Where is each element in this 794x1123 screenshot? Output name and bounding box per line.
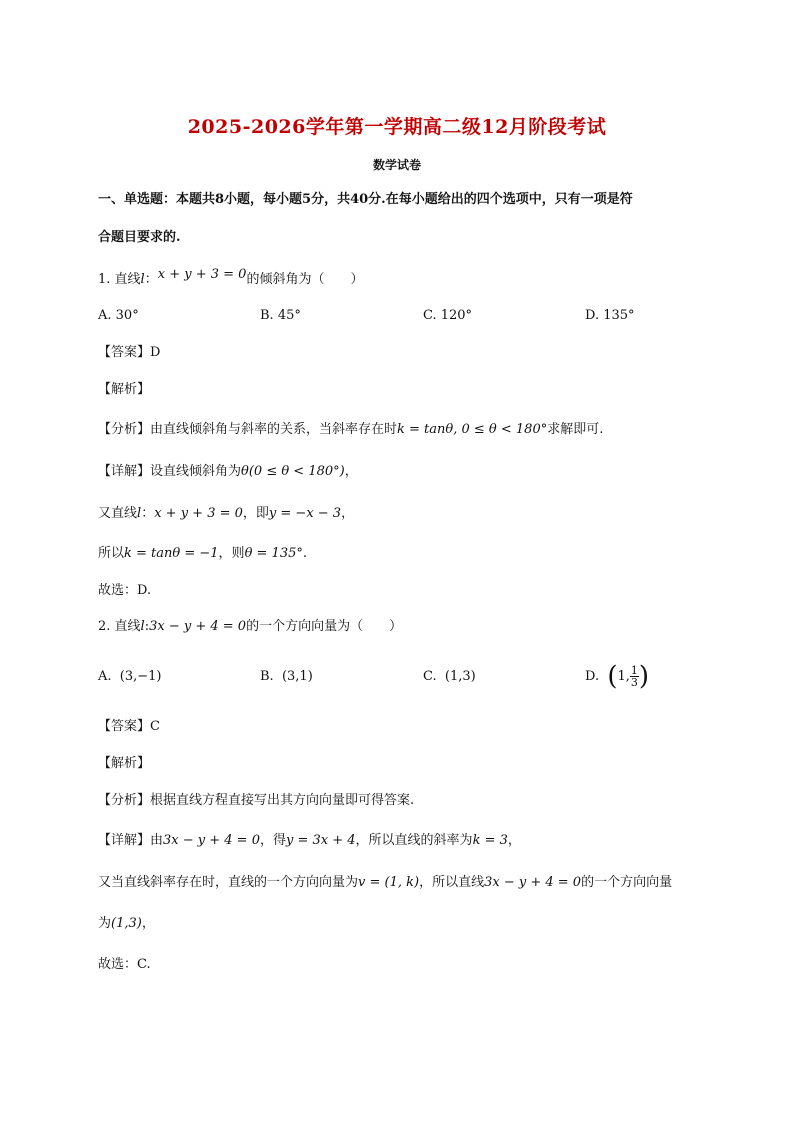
q2-option-b: B. (3,1) — [260, 669, 313, 684]
q1-option-d: D. 135° — [585, 308, 635, 323]
section-instructions-line-2: 合题目要求的. — [98, 230, 181, 245]
q2-option-d: D. (1, $\frac{1}{3}$ ) — [585, 661, 650, 692]
q1-choice: 故选：D. — [98, 583, 152, 598]
fraction-one-third: $\frac{1}{3}$ — [630, 664, 638, 689]
question-1-stem: 1. 直线l：x + y + 3 = 0的倾斜角为（ ） — [98, 267, 364, 287]
q2-analysis-xiangjie: 【详解】由3x − y + 4 = 0，得y = 3x + 4，所以直线的斜率为k = 3， — [98, 833, 521, 848]
q2-analysis-heading: 【解析】 — [98, 756, 151, 771]
q1-option-a: A. 30° — [98, 308, 139, 323]
question-2-stem: 2. 直线l:3x − y + 4 = 0的一个方向向量为（ ） — [98, 619, 403, 634]
q2-solution-line-2: 为(1,3)， — [98, 916, 155, 931]
section-instructions-line-1: 一、单选题：本题共8小题，每小题5分，共40分.在每小题给出的四个选项中，只有一项是符 — [98, 192, 633, 207]
q1-analysis-heading: 【解析】 — [98, 382, 151, 397]
q2-choice: 故选：C. — [98, 957, 151, 972]
q2-option-a: A. (3,−1) — [98, 669, 162, 684]
page-title: 2025-2026学年第一学期高二级12月阶段考试 — [187, 116, 607, 138]
q1-answer: 【答案】D — [98, 345, 161, 360]
q2-equation: 3x − y + 4 = 0 — [149, 619, 247, 634]
q2-solution-line-1: 又当直线斜率存在时，直线的一个方向向量为v = (1, k)，所以直线3x − y + 4 = 0的一个方向向量 — [98, 875, 673, 890]
q2-analysis-fenxi: 【分析】根据直线方程直接写出其方向向量即可得答案. — [98, 793, 415, 808]
page-subtitle: 数学试卷 — [372, 158, 421, 172]
q1-equation: x + y + 3 = 0 — [157, 267, 247, 282]
q1-solution-line-2: 所以k = tanθ = −1，则θ = 135°. — [98, 546, 307, 561]
q2-option-c: C. (1,3) — [423, 669, 476, 684]
q1-option-b: B. 45° — [260, 308, 301, 323]
q1-option-c: C. 120° — [423, 308, 473, 323]
q1-solution-line-1: 又直线l：x + y + 3 = 0，即y = −x − 3， — [98, 506, 355, 521]
q2-answer: 【答案】C — [98, 719, 160, 734]
q1-analysis-xiangjie: 【详解】设直线倾斜角为θ(0 ≤ θ < 180°)， — [98, 464, 358, 479]
q1-analysis-fenxi: 【分析】由直线倾斜角与斜率的关系，当斜率存在时k = tanθ, 0 ≤ θ < 180°求解即可. — [98, 422, 604, 437]
